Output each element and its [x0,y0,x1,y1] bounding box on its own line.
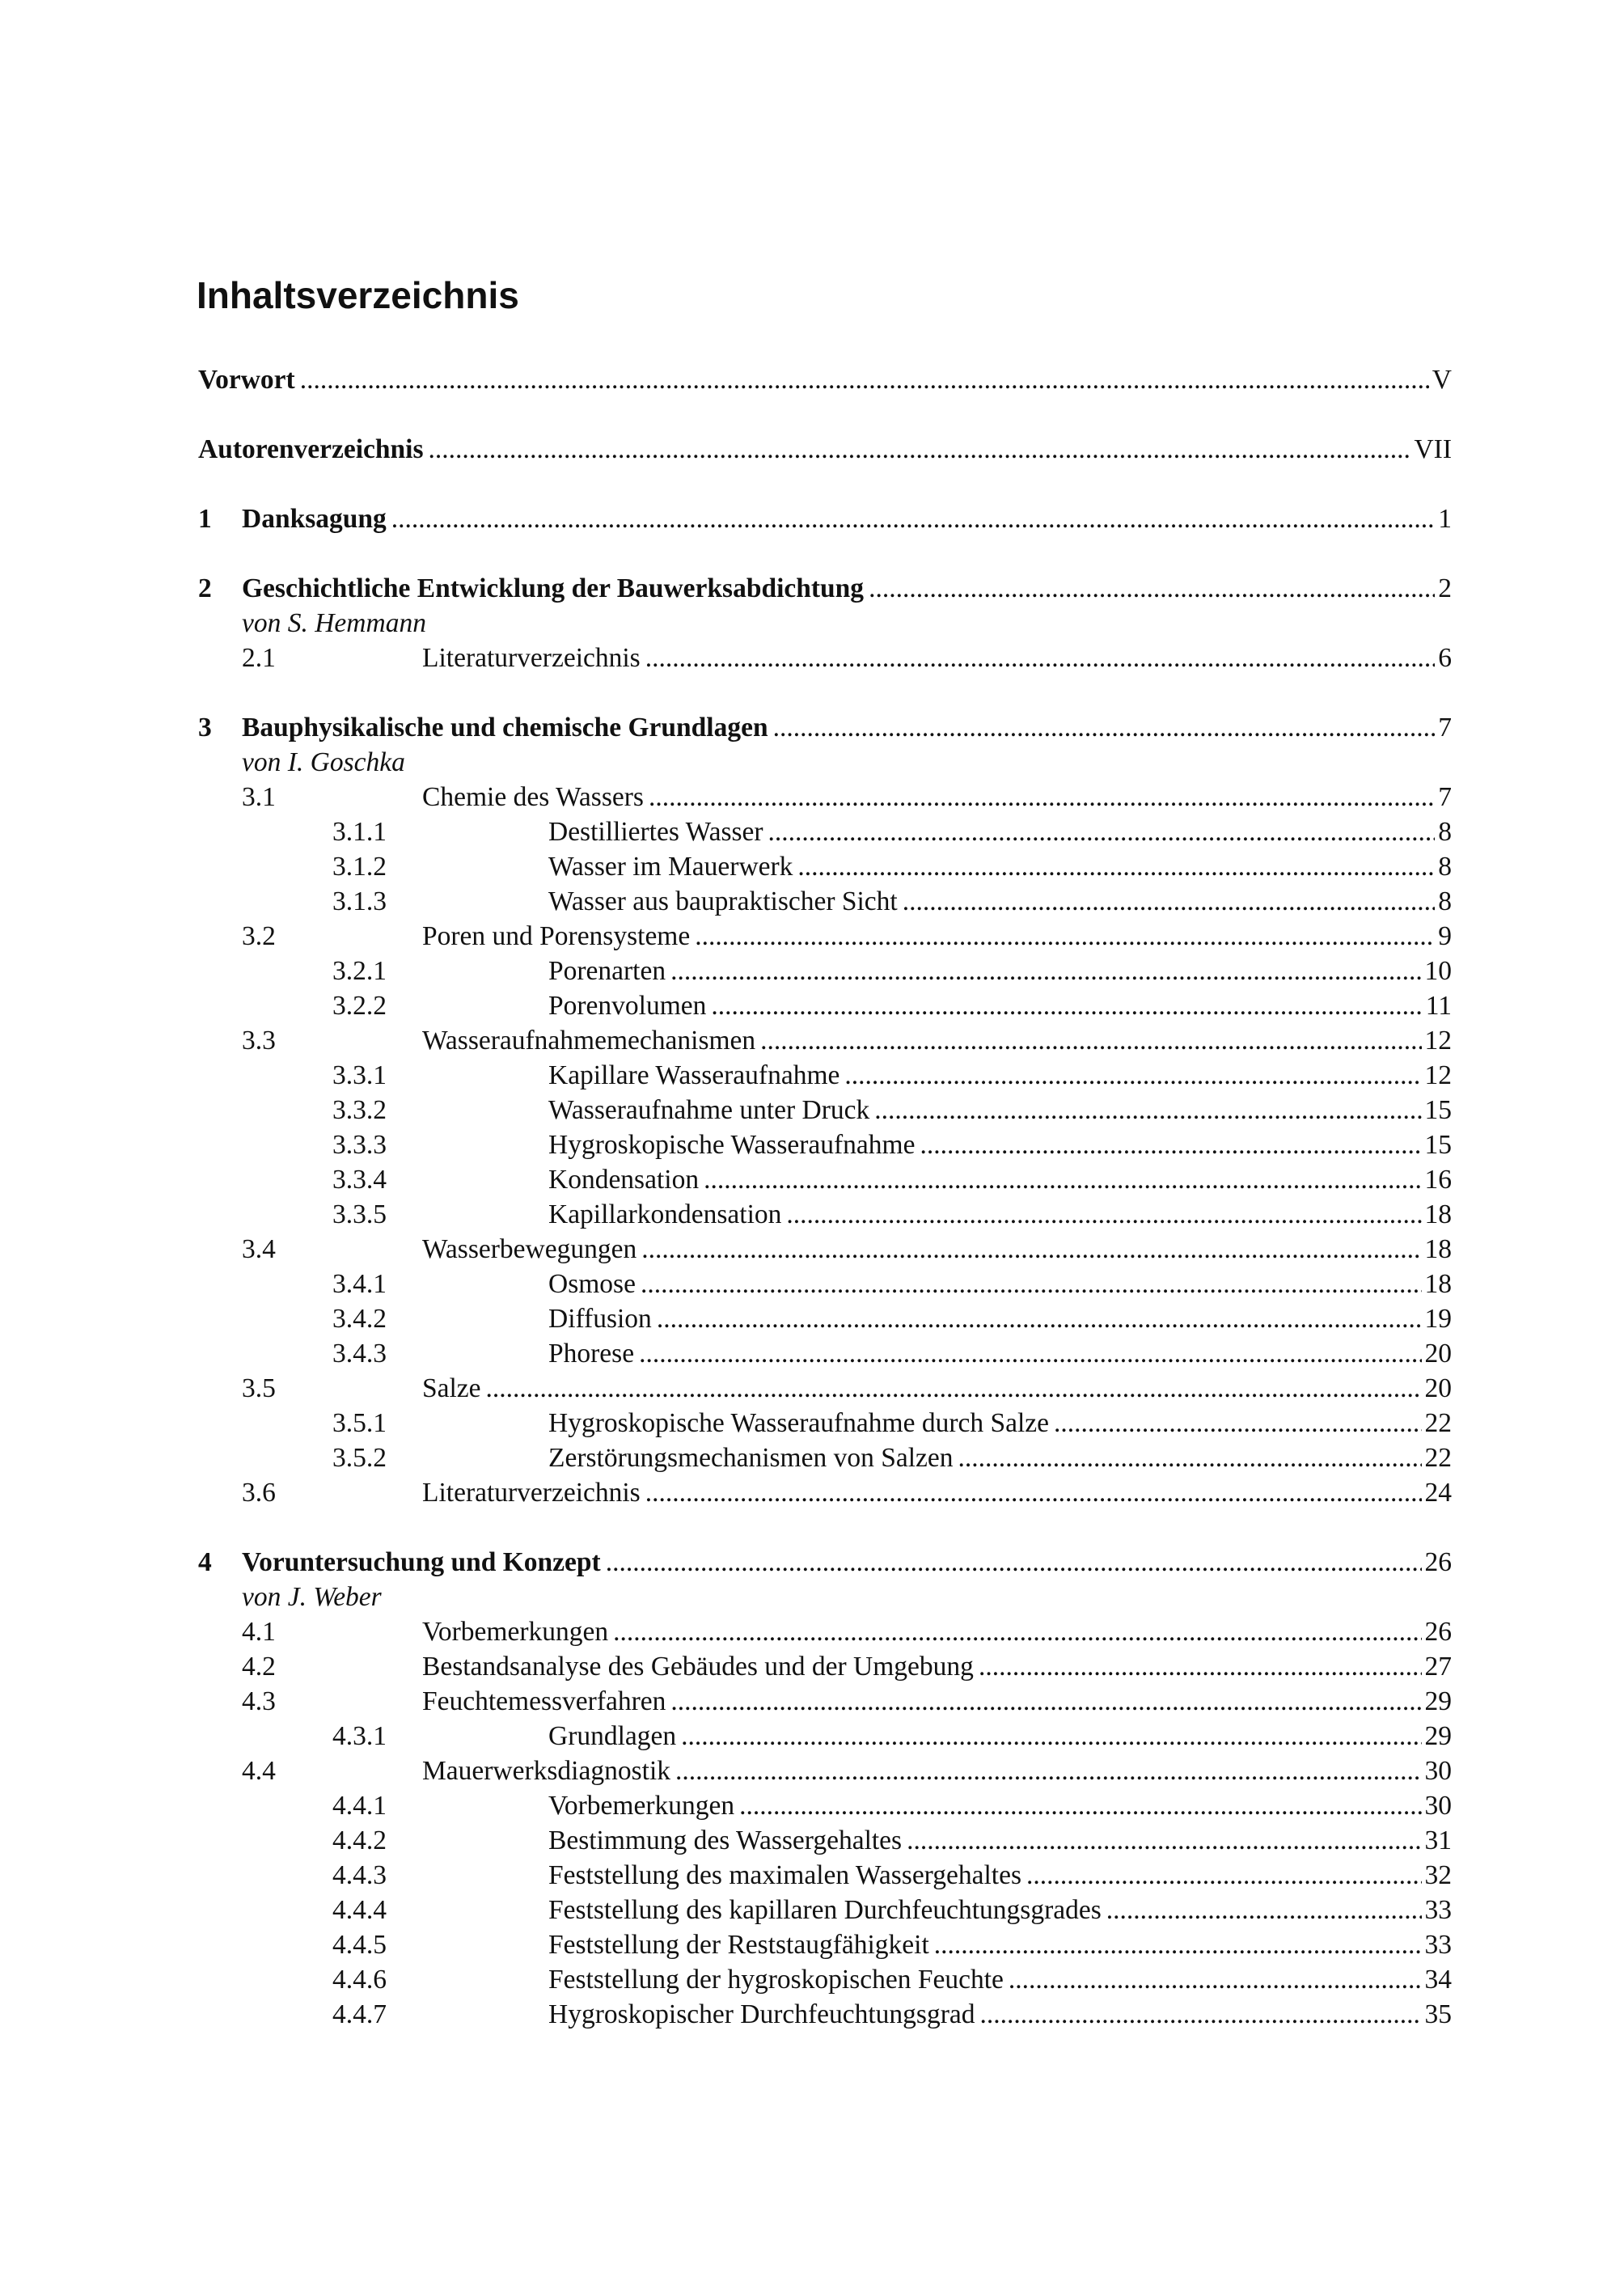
toc-number: 3.6 [242,1478,276,1508]
toc-page: 20 [1424,1373,1452,1403]
toc-title: Destilliertes Wasser [548,817,763,847]
toc-number: 3.5.2 [332,1443,387,1473]
toc-subsection-4-4-1[interactable] [198,1788,1452,1823]
leader-dots [786,1197,1421,1232]
toc-subsection-3-2-2[interactable] [198,988,1452,1023]
author-name: von I. Goschka [242,747,405,777]
toc-title: Feuchtemessverfahren [422,1686,666,1716]
toc-number: 3.3.2 [332,1095,387,1125]
toc-page: 8 [1438,817,1452,847]
leader-dots [979,1997,1421,2032]
toc-section-3-4[interactable] [198,1232,1452,1267]
toc-section-4-2[interactable] [198,1649,1452,1684]
toc-number: 3.1.3 [332,886,387,916]
toc-subsection-4-4-2[interactable] [198,1823,1452,1858]
toc-title: Voruntersuchung und Konzept [242,1547,601,1577]
toc-number: 3.3 [242,1026,276,1056]
toc-subsection-3-3-5[interactable] [198,1197,1452,1232]
toc-page: 26 [1424,1547,1452,1577]
author-name: von S. Hemmann [242,608,426,638]
toc-page: 1 [1438,504,1452,534]
leader-dots [657,1301,1422,1336]
chapter-author [198,606,1452,641]
toc-number: 3.2.1 [332,956,387,986]
toc-number: 4.4.7 [332,1999,387,2029]
toc-title: Phorese [548,1339,635,1369]
toc-title: Mauerwerksdiagnostik [422,1756,671,1786]
toc-subsection-3-5-1[interactable] [198,1406,1452,1441]
toc-section-2-1[interactable] [198,641,1452,675]
toc-number: 3.3.5 [332,1199,387,1229]
toc-page: 6 [1438,643,1452,673]
author-name: von J. Weber [242,1582,382,1612]
toc-title: Feststellung der Reststaugfähigkeit [548,1930,929,1960]
toc-number: 4.4.1 [332,1791,387,1821]
leader-dots [797,849,1435,884]
toc-page: 8 [1438,852,1452,882]
toc-number: 3.4.3 [332,1339,387,1369]
toc-number: 4.4.5 [332,1930,387,1960]
toc-title: Wasser aus baupraktischer Sicht [548,886,898,916]
leader-dots [670,954,1421,988]
leader-dots [639,1336,1421,1371]
leader-dots [874,1093,1421,1127]
toc-page: 8 [1438,886,1452,916]
toc-title: Feststellung der hygroskopischen Feuchte [548,1965,1004,1995]
toc-title: Wasserbewegungen [422,1234,637,1264]
toc-title: Osmose [548,1269,636,1299]
toc-title: Danksagung [242,504,387,534]
toc-number: 1 [198,504,212,534]
toc-title: Kondensation [548,1165,700,1195]
leader-dots [486,1371,1422,1406]
toc-title: Literaturverzeichnis [422,1478,641,1508]
toc-title: Chemie des Wassers [422,782,644,812]
toc-subsection-3-3-3[interactable] [198,1127,1452,1162]
toc-title: Poren und Porensysteme [422,921,691,951]
toc-section-3-5[interactable] [198,1371,1452,1406]
toc-subsection-4-3-1[interactable] [198,1719,1452,1754]
leader-dots [391,501,1435,536]
toc-subsection-4-4-5[interactable] [198,1927,1452,1962]
leader-dots [645,1475,1422,1510]
toc-number: 3.4 [242,1234,276,1264]
toc-page: 2 [1438,573,1452,603]
toc-number: 4.4 [242,1756,276,1786]
toc-number: 3.4.2 [332,1304,387,1334]
toc-subsection-4-4-3[interactable] [198,1858,1452,1893]
toc-number: 4.4.2 [332,1826,387,1855]
toc-number: 4.3.1 [332,1721,387,1751]
toc-number: 4.3 [242,1686,276,1716]
toc-page: 22 [1424,1443,1452,1473]
table-of-contents [198,362,1452,2032]
toc-title: Hygroskopische Wasseraufnahme durch Salze [548,1408,1050,1438]
toc-subsection-3-1-1[interactable] [198,814,1452,849]
toc-subsection-4-4-7[interactable] [198,1997,1452,2032]
toc-number: 3.3.1 [332,1060,387,1090]
toc-section-3-6[interactable] [198,1475,1452,1510]
toc-title: Salze [422,1373,481,1403]
toc-subsection-4-4-4[interactable] [198,1893,1452,1927]
toc-page: 9 [1438,921,1452,951]
toc-page: 18 [1424,1269,1452,1299]
toc-subsection-3-4-1[interactable] [198,1267,1452,1301]
leader-dots [641,1232,1421,1267]
leader-dots [681,1719,1421,1754]
toc-number: 3 [198,713,212,742]
leader-dots [869,571,1435,606]
toc-chapter-2[interactable] [198,571,1452,606]
toc-subsection-3-1-2[interactable] [198,849,1452,884]
toc-entry-autorenverzeichnis[interactable] [198,432,1452,467]
toc-subsection-3-3-1[interactable] [198,1058,1452,1093]
toc-section-4-3[interactable] [198,1684,1452,1719]
toc-title: Vorbemerkungen [548,1791,735,1821]
leader-dots [1009,1962,1422,1997]
leader-dots [606,1545,1422,1580]
toc-page: 10 [1424,956,1452,986]
toc-page: 12 [1424,1060,1452,1090]
toc-number: 3.2.2 [332,991,387,1021]
toc-title: Autorenverzeichnis [198,434,424,464]
chapter-author [198,745,1452,780]
toc-section-3-1[interactable] [198,780,1452,814]
leader-dots [613,1614,1421,1649]
toc-page: 15 [1424,1130,1452,1160]
toc-subsection-3-4-2[interactable] [198,1301,1452,1336]
leader-dots [934,1927,1422,1962]
toc-chapter-4[interactable] [198,1545,1452,1580]
toc-page: 33 [1424,1895,1452,1925]
toc-title: Vorbemerkungen [422,1617,609,1647]
leader-dots [958,1441,1422,1475]
toc-title: Feststellung des maximalen Wassergehaltes [548,1860,1021,1890]
chapter-author [198,1580,1452,1614]
toc-number: 3.2 [242,921,276,951]
page-title: Inhaltsverzeichnis [197,273,519,316]
leader-dots [695,919,1435,954]
toc-page: 18 [1424,1234,1452,1264]
toc-page: 34 [1424,1965,1452,1995]
toc-page: 27 [1424,1652,1452,1682]
toc-page: VII [1414,434,1452,464]
leader-dots [1054,1406,1421,1441]
toc-chapter-1[interactable] [198,501,1452,536]
toc-subsection-4-4-6[interactable] [198,1962,1452,1997]
leader-dots [1106,1893,1422,1927]
toc-number: 4.4.6 [332,1965,387,1995]
toc-page: 12 [1424,1026,1452,1056]
toc-title: Porenvolumen [548,991,707,1021]
toc-number: 3.1 [242,782,276,812]
toc-page: 32 [1424,1860,1452,1890]
toc-page: 30 [1424,1791,1452,1821]
toc-subsection-3-4-3[interactable] [198,1336,1452,1371]
leader-dots [300,362,1429,397]
toc-title: Hygroskopischer Durchfeuchtungsgrad [548,1999,975,2029]
toc-section-4-1[interactable] [198,1614,1452,1649]
toc-page: 31 [1424,1826,1452,1855]
toc-page: 29 [1424,1686,1452,1716]
toc-number: 4.1 [242,1617,276,1647]
toc-number: 2.1 [242,643,276,673]
toc-title: Porenarten [548,956,666,986]
leader-dots [920,1127,1421,1162]
leader-dots [429,432,1411,467]
toc-title: Zerstörungsmechanismen von Salzen [548,1443,954,1473]
leader-dots [907,1823,1421,1858]
toc-number: 4 [198,1547,212,1577]
toc-page: 11 [1425,991,1452,1021]
toc-title: Geschichtliche Entwicklung der Bauwerksabdichtung [242,573,865,603]
toc-title: Kapillarkondensation [548,1199,782,1229]
toc-title: Wasseraufnahme unter Druck [548,1095,870,1125]
leader-dots [979,1649,1422,1684]
leader-dots [711,988,1422,1023]
toc-page: 16 [1424,1165,1452,1195]
leader-dots [1026,1858,1422,1893]
toc-page: 29 [1424,1721,1452,1751]
toc-title: Grundlagen [548,1721,677,1751]
leader-dots [903,884,1436,919]
toc-page: 15 [1424,1095,1452,1125]
toc-number: 4.2 [242,1652,276,1682]
toc-page: 24 [1424,1478,1452,1508]
toc-page: 7 [1438,782,1452,812]
leader-dots [641,1267,1422,1301]
toc-subsection-3-3-2[interactable] [198,1093,1452,1127]
toc-number: 3.3.4 [332,1165,387,1195]
toc-entry-vorwort[interactable] [198,362,1452,397]
leader-dots [649,780,1435,814]
toc-title: Bestandsanalyse des Gebäudes und der Umgebung [422,1652,974,1682]
toc-number: 3.3.3 [332,1130,387,1160]
toc-title: Literaturverzeichnis [422,643,641,673]
toc-page: 35 [1424,1999,1452,2029]
toc-page: 22 [1424,1408,1452,1438]
toc-number: 3.4.1 [332,1269,387,1299]
leader-dots [675,1754,1421,1788]
toc-page: 20 [1424,1339,1452,1369]
toc-number: 2 [198,573,212,603]
leader-dots [645,641,1436,675]
toc-title: Diffusion [548,1304,652,1334]
toc-page: 7 [1438,713,1452,742]
toc-number: 3.1.1 [332,817,387,847]
toc-number: 4.4.3 [332,1860,387,1890]
toc-page: 26 [1424,1617,1452,1647]
toc-page: V [1432,365,1452,395]
toc-page: 30 [1424,1756,1452,1786]
toc-section-3-2[interactable] [198,919,1452,954]
toc-title: Wasser im Mauerwerk [548,852,793,882]
toc-subsection-3-2-1[interactable] [198,954,1452,988]
toc-title: Vorwort [198,365,295,395]
toc-chapter-3[interactable] [198,710,1452,745]
leader-dots [739,1788,1421,1823]
leader-dots [773,710,1436,745]
toc-subsection-3-1-3[interactable] [198,884,1452,919]
leader-dots [704,1162,1421,1197]
toc-section-4-4[interactable] [198,1754,1452,1788]
toc-subsection-3-3-4[interactable] [198,1162,1452,1197]
toc-title: Wasseraufnahmemechanismen [422,1026,756,1056]
toc-number: 3.5.1 [332,1408,387,1438]
leader-dots [760,1023,1421,1058]
leader-dots [844,1058,1421,1093]
toc-page: 19 [1424,1304,1452,1334]
toc-subsection-3-5-2[interactable] [198,1441,1452,1475]
toc-title: Hygroskopische Wasseraufnahme [548,1130,916,1160]
toc-number: 3.5 [242,1373,276,1403]
toc-page: 18 [1424,1199,1452,1229]
toc-number: 4.4.4 [332,1895,387,1925]
toc-section-3-3[interactable] [198,1023,1452,1058]
toc-number: 3.1.2 [332,852,387,882]
toc-page: 33 [1424,1930,1452,1960]
leader-dots [768,814,1436,849]
leader-dots [670,1684,1421,1719]
toc-title: Bauphysikalische und chemische Grundlagen [242,713,768,742]
toc-title: Feststellung des kapillaren Durchfeuchtungsgrades [548,1895,1102,1925]
toc-title: Bestimmung des Wassergehaltes [548,1826,903,1855]
toc-title: Kapillare Wasseraufnahme [548,1060,840,1090]
